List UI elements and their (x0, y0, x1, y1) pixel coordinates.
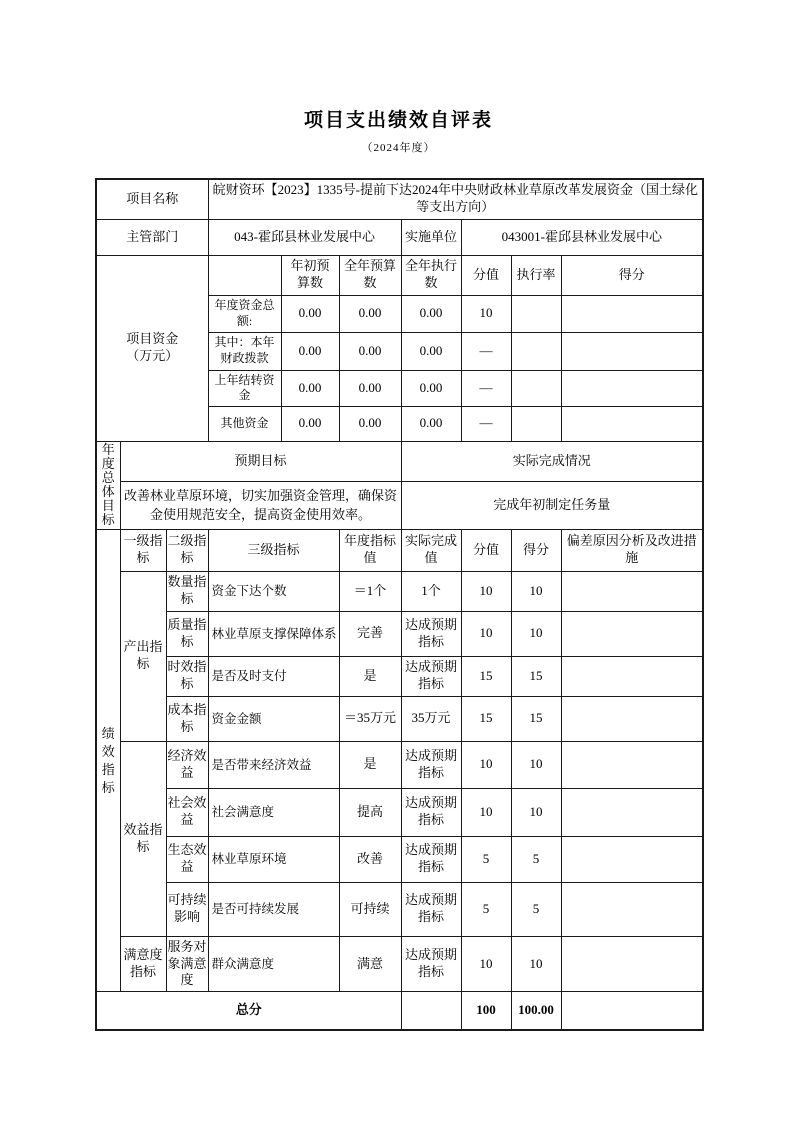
got-cell: 10 (511, 571, 561, 611)
target-value-cell: 是 (339, 741, 401, 788)
expected-goal-text: 改善林业草原环境，切实加强资金管理，确保资金使用规范安全，提高资金使用效率。 (124, 487, 398, 523)
deviation-cell (561, 788, 703, 836)
got-cell: 15 (511, 696, 561, 741)
actual-value-cell: 达成预期指标 (401, 936, 461, 992)
level2-cell: 可持续影响 (166, 882, 208, 936)
fund-year-budget-cell: 0.00 (339, 406, 401, 441)
got-cell: 5 (511, 882, 561, 936)
expected-goal-cell (120, 481, 401, 529)
actual-value-cell: 达成预期指标 (401, 611, 461, 656)
indicator-name-cell: 群众满意度 (208, 936, 339, 992)
fund-got-cell (561, 406, 703, 441)
expected-goal-header-cell: 预期目标 (120, 441, 401, 481)
score-cell: 15 (461, 656, 511, 696)
fund-begin-budget-cell: 0.00 (281, 406, 339, 441)
fund-year-budget-cell: 0.00 (339, 295, 401, 332)
indicator-header-level3: 三级指标 (208, 529, 339, 571)
got-cell: 10 (511, 788, 561, 836)
fund-score-cell: 10 (461, 295, 511, 332)
deviation-cell (561, 611, 703, 656)
unit-label-cell: 实施单位 (401, 219, 461, 255)
level2-cell: 生态效益 (166, 836, 208, 882)
score-cell: 10 (461, 788, 511, 836)
score-cell: 10 (461, 741, 511, 788)
doc-subtitle: （2024年度） (361, 142, 436, 154)
deviation-cell (561, 936, 703, 992)
actual-completion-header-cell: 实际完成情况 (401, 441, 703, 481)
fund-label-cell: 其中：本年财政拨款 (208, 332, 281, 370)
score-cell: 5 (461, 882, 511, 936)
actual-value-cell: 达成预期指标 (401, 656, 461, 696)
fund-got-cell (561, 295, 703, 332)
indicator-row (96, 882, 703, 936)
score-cell: 5 (461, 836, 511, 882)
target-value-cell: 是 (339, 656, 401, 696)
level1-cell-benefit: 效益指标 (120, 741, 166, 936)
indicator-row (96, 611, 703, 656)
got-cell: 10 (511, 611, 561, 656)
score-cell: 10 (461, 571, 511, 611)
indicator-row (96, 741, 703, 788)
fund-year-exec-cell: 0.00 (401, 406, 461, 441)
got-cell: 15 (511, 656, 561, 696)
actual-value-cell: 1个 (401, 571, 461, 611)
funds-section-label-cell (96, 255, 208, 441)
actual-value-cell: 35万元 (401, 696, 461, 741)
indicator-name-cell: 林业草原支撑保障体系 (208, 611, 339, 656)
funds-header-exec-rate: 执行率 (511, 255, 561, 295)
funds-header-score: 分值 (461, 255, 511, 295)
funds-header-row (96, 255, 703, 295)
target-value-cell: 满意 (339, 936, 401, 992)
fund-exec-rate-cell (511, 406, 561, 441)
indicator-name-cell: 是否可持续发展 (208, 882, 339, 936)
total-deviation-cell (561, 992, 703, 1030)
score-cell: 15 (461, 696, 511, 741)
indicator-name-cell: 资金金额 (208, 696, 339, 741)
department-row (96, 219, 703, 255)
fund-year-exec-cell: 0.00 (401, 370, 461, 406)
deviation-cell (561, 696, 703, 741)
fund-got-cell (561, 370, 703, 406)
total-label-cell: 总分 (96, 992, 401, 1030)
fund-exec-rate-cell (511, 295, 561, 332)
indicator-name-cell: 资金下达个数 (208, 571, 339, 611)
fund-begin-budget-cell: 0.00 (281, 332, 339, 370)
self-evaluation-table (95, 178, 704, 1031)
fund-score-cell: — (461, 406, 511, 441)
fund-year-exec-cell: 0.00 (401, 332, 461, 370)
indicator-header-level1: 一级指标 (120, 529, 166, 571)
indicator-header-got: 得分 (511, 529, 561, 571)
funds-header-year-budget: 全年预算数 (339, 255, 401, 295)
fund-label-cell: 年度资金总额: (208, 295, 281, 332)
deviation-cell (561, 882, 703, 936)
indicator-name-cell: 是否带来经济效益 (208, 741, 339, 788)
level2-cell: 成本指标 (166, 696, 208, 741)
deviation-cell (561, 571, 703, 611)
indicators-section-label-cell (96, 529, 120, 992)
indicator-header-deviation: 偏差原因分析及改进措施 (561, 529, 703, 571)
score-cell: 10 (461, 611, 511, 656)
level2-cell: 数量指标 (166, 571, 208, 611)
goal-header-row (96, 441, 703, 481)
fund-begin-budget-cell: 0.00 (281, 370, 339, 406)
level2-cell: 服务对象满意度 (166, 936, 208, 992)
indicator-header-score: 分值 (461, 529, 511, 571)
indicator-header-target: 年度指标值 (339, 529, 401, 571)
goal-section-label: 年度总体目标 (101, 442, 115, 528)
project-name-value-cell: 皖财资环【2023】1335号-提前下达2024年中央财政林业草原改革发展资金（国土绿化等支出方向） (208, 179, 703, 219)
indicator-name-cell: 是否及时支付 (208, 656, 339, 696)
total-actual-cell (401, 992, 461, 1030)
total-score-cell: 100 (461, 992, 511, 1030)
fund-year-budget-cell: 0.00 (339, 332, 401, 370)
fund-label-cell: 上年结转资金 (208, 370, 281, 406)
indicator-row (96, 936, 703, 992)
actual-completion-cell: 完成年初制定任务量 (401, 481, 703, 529)
actual-value-cell: 达成预期指标 (401, 882, 461, 936)
indicator-row (96, 571, 703, 611)
level2-cell: 经济效益 (166, 741, 208, 788)
fund-begin-budget-cell: 0.00 (281, 295, 339, 332)
target-value-cell: ＝35万元 (339, 696, 401, 741)
target-value-cell: ＝1个 (339, 571, 401, 611)
score-cell: 10 (461, 936, 511, 992)
fund-exec-rate-cell (511, 370, 561, 406)
deviation-cell (561, 741, 703, 788)
target-value-cell: 可持续 (339, 882, 401, 936)
unit-value-cell: 043001-霍邱县林业发展中心 (461, 219, 703, 255)
indicator-name-cell: 社会满意度 (208, 788, 339, 836)
level1-cell-output: 产出指标 (120, 571, 166, 741)
department-label-cell: 主管部门 (96, 219, 208, 255)
funds-section-label: 项目资金（万元） (126, 331, 179, 364)
goal-content-row (96, 481, 703, 529)
fund-score-cell: — (461, 370, 511, 406)
actual-value-cell: 达成预期指标 (401, 788, 461, 836)
indicator-header-row (96, 529, 703, 571)
indicators-section-label: 绩效指标 (101, 725, 115, 795)
total-row (96, 992, 703, 1030)
level2-cell: 质量指标 (166, 611, 208, 656)
level2-cell: 社会效益 (166, 788, 208, 836)
doc-title: 项目支出绩效自评表 (303, 110, 493, 131)
deviation-cell (561, 836, 703, 882)
funds-header-year-exec: 全年执行数 (401, 255, 461, 295)
fund-label-cell: 其他资金 (208, 406, 281, 441)
fund-got-cell (561, 332, 703, 370)
deviation-cell (561, 656, 703, 696)
funds-header-got: 得分 (561, 255, 703, 295)
got-cell: 10 (511, 936, 561, 992)
total-got-cell: 100.00 (511, 992, 561, 1030)
indicator-row (96, 788, 703, 836)
fund-score-cell: — (461, 332, 511, 370)
indicator-name-cell: 林业草原环境 (208, 836, 339, 882)
fund-year-budget-cell: 0.00 (339, 370, 401, 406)
actual-value-cell: 达成预期指标 (401, 741, 461, 788)
level1-cell-satisfaction: 满意度指标 (120, 936, 166, 992)
level2-cell: 时效指标 (166, 656, 208, 696)
project-name-label-cell: 项目名称 (96, 179, 208, 219)
indicator-row (96, 656, 703, 696)
indicator-row (96, 836, 703, 882)
actual-value-cell: 达成预期指标 (401, 836, 461, 882)
target-value-cell: 提高 (339, 788, 401, 836)
fund-exec-rate-cell (511, 332, 561, 370)
goal-section-label-cell (96, 441, 120, 529)
funds-header-blank-cell (208, 255, 281, 295)
target-value-cell: 完善 (339, 611, 401, 656)
got-cell: 5 (511, 836, 561, 882)
project-name-row (96, 179, 703, 219)
indicator-header-actual: 实际完成值 (401, 529, 461, 571)
indicator-header-level2: 二级指标 (166, 529, 208, 571)
fund-year-exec-cell: 0.00 (401, 295, 461, 332)
indicator-row (96, 696, 703, 741)
funds-header-begin-budget: 年初预算数 (281, 255, 339, 295)
got-cell: 10 (511, 741, 561, 788)
target-value-cell: 改善 (339, 836, 401, 882)
department-value-cell: 043-霍邱县林业发展中心 (208, 219, 401, 255)
